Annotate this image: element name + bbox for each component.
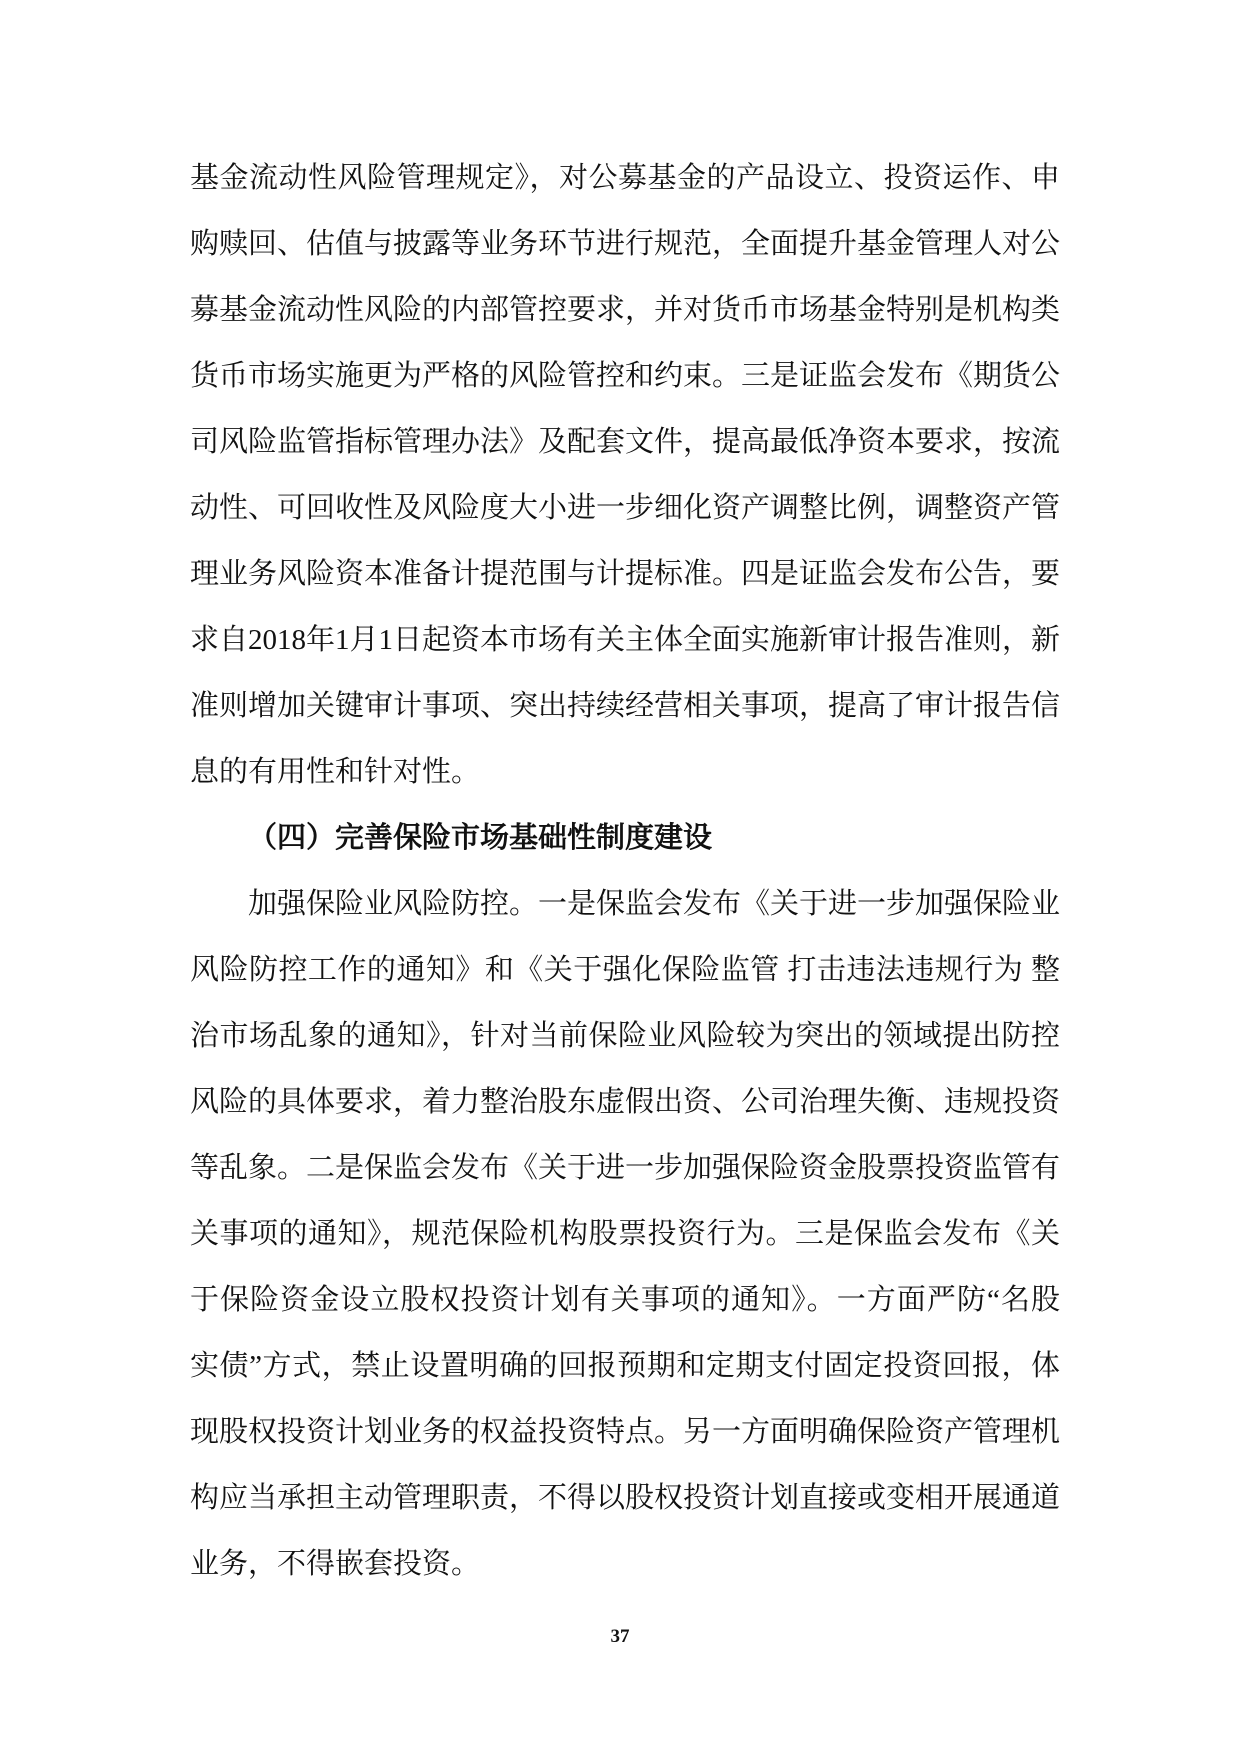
page-number: 37 [610, 1626, 630, 1647]
text-line: 治市场乱象的通知》，针对当前保险业风险较为突出的领域提出防控 [190, 1020, 1060, 1052]
text-line: 于保险资金设立股权投资计划有关事项的通知》。一方面严防“名股 [190, 1284, 1060, 1316]
section-heading: （四）完善保险市场基础性制度建设 [248, 822, 713, 854]
text-line: 准则增加关键审计事项、突出持续经营相关事项，提高了审计报告信 [190, 690, 1061, 722]
text-line: 风险防控工作的通知》和《关于强化保险监管 打击违法违规行为 整 [190, 954, 1060, 986]
text-line: 求自2018年1月1日起资本市场有关主体全面实施新审计报告准则，新 [190, 624, 1061, 656]
text-line: 关事项的通知》，规范保险机构股票投资行为。三是保监会发布《关 [190, 1218, 1060, 1250]
text-line: 基金流动性风险管理规定》，对公募基金的产品设立、投资运作、申 [190, 162, 1060, 194]
body-text [190, 145, 1060, 1597]
text-line: 等乱象。二是保监会发布《关于进一步加强保险资金股票投资监管有 [190, 1152, 1061, 1184]
text-line: 理业务风险资本准备计提范围与计提标准。四是证监会发布公告，要 [190, 558, 1061, 590]
text-line: 息的有用性和针对性。 [190, 756, 481, 788]
text-line: 风险的具体要求，着力整治股东虚假出资、公司治理失衡、违规投资 [190, 1086, 1061, 1118]
text-line: 司风险监管指标管理办法》及配套文件，提高最低净资本要求，按流 [190, 426, 1061, 458]
text-line: 加强保险业风险防控。一是保监会发布《关于进一步加强保险业 [248, 888, 1061, 920]
text-line: 购赎回、估值与披露等业务环节进行规范，全面提升基金管理人对公 [190, 228, 1061, 260]
text-line: 现股权投资计划业务的权益投资特点。另一方面明确保险资产管理机 [190, 1416, 1061, 1448]
text-line: 货币市场实施更为严格的风险管控和约束。三是证监会发布《期货公 [190, 360, 1061, 392]
text-line: 业务，不得嵌套投资。 [190, 1548, 481, 1580]
text-line: 构应当承担主动管理职责，不得以股权投资计划直接或变相开展通道 [190, 1482, 1061, 1514]
text-line: 动性、可回收性及风险度大小进一步细化资产调整比例，调整资产管 [190, 492, 1061, 524]
text-line: 募基金流动性风险的内部管控要求，并对货币市场基金特别是机构类 [190, 294, 1061, 326]
text-line: 实债”方式，禁止设置明确的回报预期和定期支付固定投资回报，体 [190, 1350, 1060, 1382]
